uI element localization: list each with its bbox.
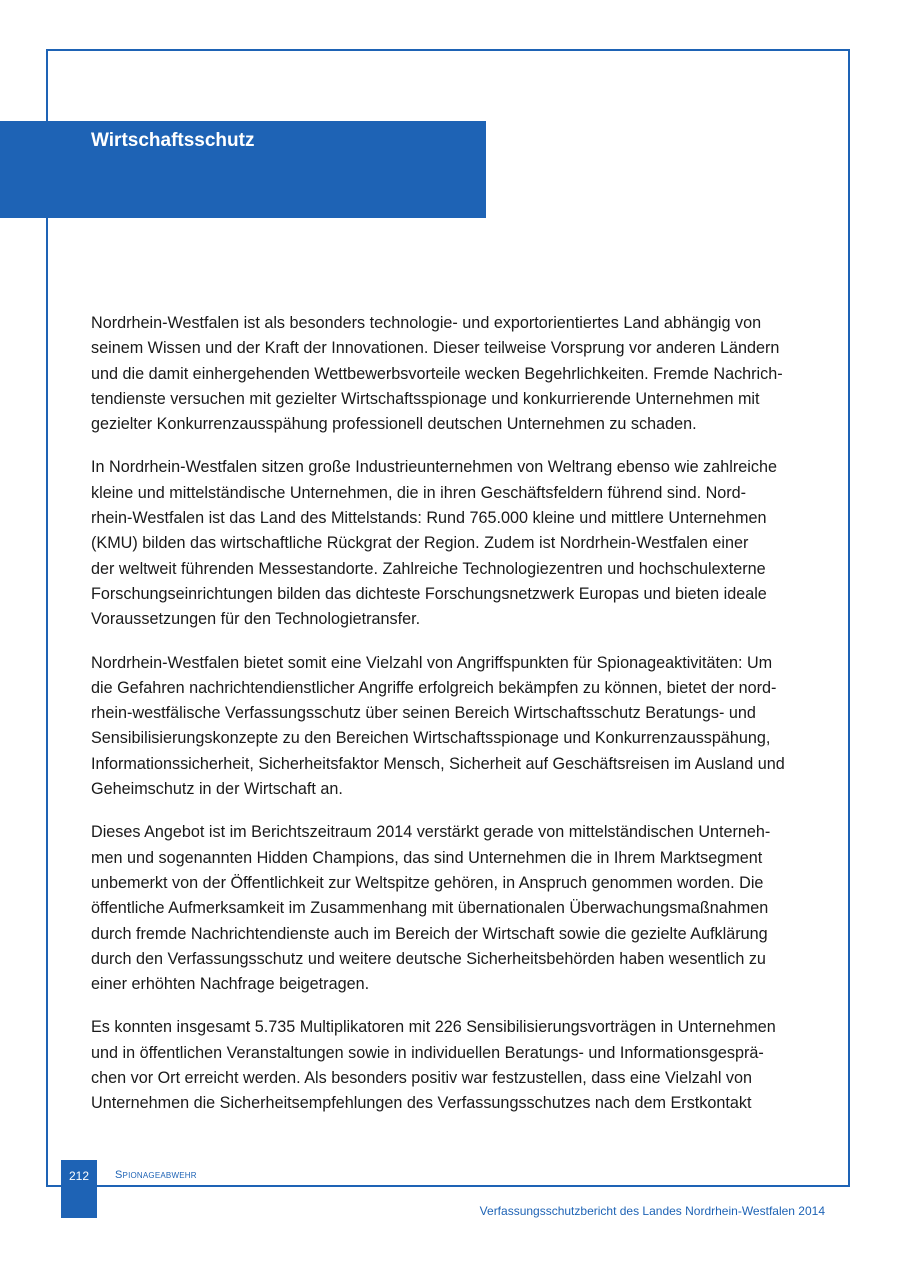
paragraph: Es konnten insgesamt 5.735 Multiplikatoren mit 226 Sensibilisierungsvorträgen in Unternehmen und in öffentlichen Veranstaltungen sowie in individuellen Beratungs- und Informationsgesprä- chen vor Ort erreicht werden. Als besonders positiv war festzustellen, dass eine Vielzahl von Unternehmen die Sicherheitsempfehlungen des Verfassungsschutzes nach dem Erstkontakt	[91, 1018, 776, 1113]
title-band	[0, 121, 486, 218]
paragraph: Nordrhein-Westfalen bietet somit eine Vielzahl von Angriffspunkten für Spionageaktivitäten: Um die Gefahren nachrichtendienstlicher Angriffe erfolgreich bekämpfen zu können, bietet der nord- rhein-westfälische Verfassungsschutz über seinen Bereich Wirtschaftsschutz Beratungs- und Sensibilisierungskonzepte zu den Bereichen Wirtschaftsspionage und Konkurrenzausspähung, Informationssicherheit, Sicherheitsfaktor Mensch, Sicherheit auf Geschäftsreisen im Ausland und Geheimschutz in der Wirtschaft an.	[91, 653, 785, 799]
publication-title: Verfassungsschutzbericht des Landes Nordrhein-Westfalen 2014	[479, 1204, 825, 1218]
page-title: Wirtschaftsschutz	[91, 130, 255, 151]
body-text	[91, 311, 831, 1135]
page-number-box	[61, 1160, 97, 1218]
paragraph: Nordrhein-Westfalen ist als besonders technologie- und exportorientiertes Land abhängig von seinem Wissen und der Kraft der Innovationen. Dieser teilweise Vorsprung vor anderen Ländern und die damit einhergehenden Wettbewerbsvorteile wecken Begehrlichkeiten. Fremde Nachrich- tendienste versuchen mit gezielter Wirtschaftsspionage und konkurrierende Unternehmen mit gezielter Konkurrenzausspähung professionell deutschen Unternehmen zu schaden.	[91, 314, 783, 434]
section-label: Spionageabwehr	[115, 1169, 197, 1181]
paragraph: Dieses Angebot ist im Berichtszeitraum 2014 verstärkt gerade von mittelständischen Unterneh- men und sogenannten Hidden Champions, das sind Unternehmen die in Ihrem Marktsegment unbemerkt von der Öffentlichkeit zur Weltspitze gehören, in Anspruch genommen worden. Die öffentliche Aufmerksamkeit im Zusammenhang mit übernationalen Überwachungsmaßnahmen durch fremde Nachrichtendienste auch im Bereich der Wirtschaft sowie die gezielte Aufklärung durch den Verfassungsschutz und weitere deutsche Sicherheitsbehörden haben wesentlich zu einer erhöhten Nachfrage beigetragen.	[91, 823, 771, 994]
paragraph: In Nordrhein-Westfalen sitzen große Industrieunternehmen von Weltrang ebenso wie zahlreiche kleine und mittelständische Unternehmen, die in ihren Geschäftsfeldern führend sind. Nord- rhein-Westfalen ist das Land des Mittelstands: Rund 765.000 kleine und mittlere Unternehmen (KMU) bilden das wirtschaftliche Rückgrat der Region. Zudem ist Nordrhein-Westfalen einer der weltweit führenden Messestandorte. Zahlreiche Technologiezentren und hochschulexterne Forschungseinrichtungen bilden das dichteste Forschungsnetzwerk Europas und bieten ideale Voraussetzungen für den Technologietransfer.	[91, 458, 777, 629]
page-number: 212	[68, 1169, 90, 1183]
